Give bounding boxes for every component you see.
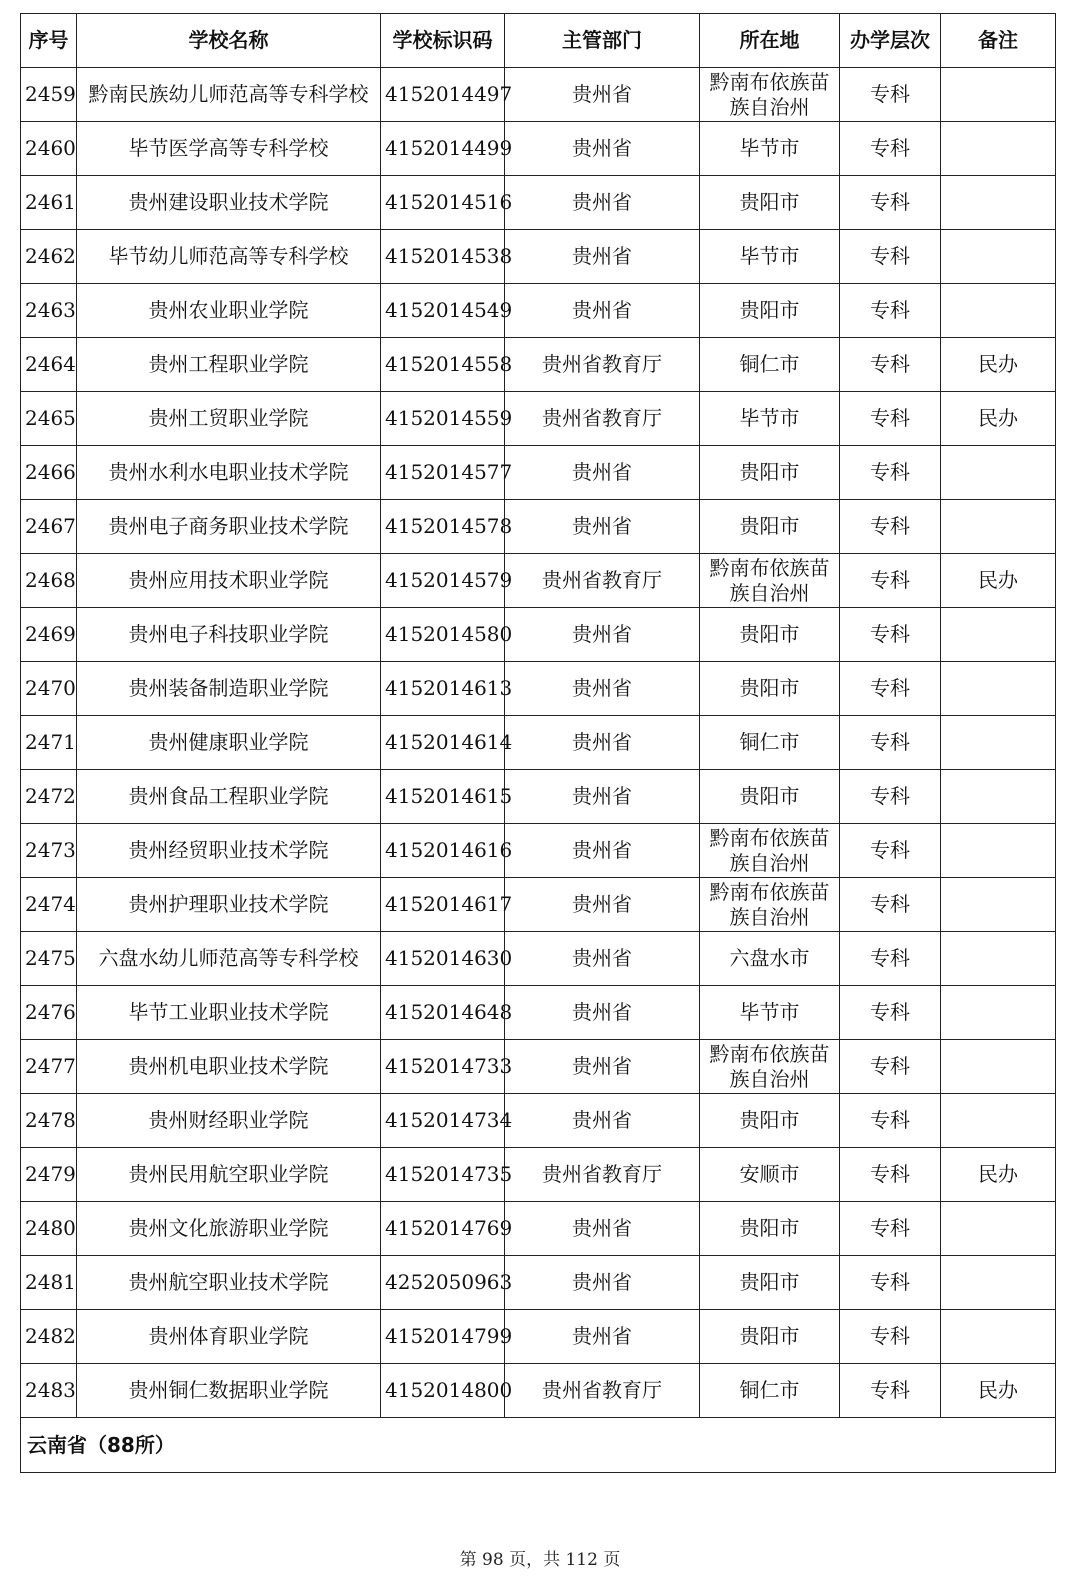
cell-seq: 2482 [21, 1310, 77, 1364]
province-section-row [21, 1418, 1056, 1473]
province-section-label: 云南省（88所） [21, 1418, 1056, 1473]
cell-school-code: 4152014549 [381, 284, 505, 338]
school-list-table [20, 13, 1056, 1473]
header-remark: 备注 [941, 14, 1056, 68]
page-footer: 第 98 页，共 112 页 [459, 1550, 621, 1570]
cell-school-code: 4152014559 [381, 392, 505, 446]
cell-location: 贵阳市 [700, 500, 840, 554]
cell-authority: 贵州省教育厅 [505, 338, 700, 392]
cell-level: 专科 [840, 122, 941, 176]
cell-level: 专科 [840, 446, 941, 500]
cell-school-name: 贵州文化旅游职业学院 [77, 1202, 381, 1256]
header-location: 所在地 [700, 14, 840, 68]
cell-school-name: 贵州工程职业学院 [77, 338, 381, 392]
cell-seq: 2474 [21, 878, 77, 932]
table-row [21, 932, 1056, 986]
cell-authority: 贵州省 [505, 824, 700, 878]
cell-seq: 2466 [21, 446, 77, 500]
table-row [21, 1040, 1056, 1094]
table-row [21, 338, 1056, 392]
cell-location: 贵阳市 [700, 284, 840, 338]
cell-remark [941, 176, 1056, 230]
cell-school-code: 4152014613 [381, 662, 505, 716]
cell-level: 专科 [840, 68, 941, 122]
cell-location: 毕节市 [700, 122, 840, 176]
cell-authority: 贵州省教育厅 [505, 554, 700, 608]
cell-location: 贵阳市 [700, 176, 840, 230]
cell-location: 贵阳市 [700, 1256, 840, 1310]
cell-seq: 2459 [21, 68, 77, 122]
cell-school-name: 贵州电子商务职业技术学院 [77, 500, 381, 554]
table-row [21, 824, 1056, 878]
table-body [21, 68, 1056, 1418]
cell-authority: 贵州省 [505, 122, 700, 176]
cell-seq: 2464 [21, 338, 77, 392]
cell-school-name: 毕节幼儿师范高等专科学校 [77, 230, 381, 284]
cell-location: 铜仁市 [700, 716, 840, 770]
header-seq: 序号 [21, 14, 77, 68]
cell-school-code: 4152014630 [381, 932, 505, 986]
cell-location: 贵阳市 [700, 1202, 840, 1256]
cell-authority: 贵州省 [505, 1310, 700, 1364]
cell-school-name: 贵州经贸职业技术学院 [77, 824, 381, 878]
cell-seq: 2461 [21, 176, 77, 230]
cell-location: 黔南布依族苗族自治州 [700, 554, 840, 608]
cell-authority: 贵州省 [505, 770, 700, 824]
header-level: 办学层次 [840, 14, 941, 68]
cell-authority: 贵州省 [505, 716, 700, 770]
table-row [21, 122, 1056, 176]
table-row [21, 770, 1056, 824]
cell-location: 贵阳市 [700, 1094, 840, 1148]
cell-location: 贵阳市 [700, 1310, 840, 1364]
cell-level: 专科 [840, 554, 941, 608]
cell-school-name: 贵州食品工程职业学院 [77, 770, 381, 824]
cell-level: 专科 [840, 986, 941, 1040]
cell-level: 专科 [840, 824, 941, 878]
cell-remark [941, 122, 1056, 176]
cell-location: 铜仁市 [700, 1364, 840, 1418]
cell-remark: 民办 [941, 1364, 1056, 1418]
table-row [21, 716, 1056, 770]
cell-level: 专科 [840, 500, 941, 554]
cell-level: 专科 [840, 662, 941, 716]
cell-remark [941, 446, 1056, 500]
cell-authority: 贵州省 [505, 230, 700, 284]
cell-level: 专科 [840, 1310, 941, 1364]
cell-school-code: 4152014648 [381, 986, 505, 1040]
cell-level: 专科 [840, 1202, 941, 1256]
cell-school-code: 4152014614 [381, 716, 505, 770]
cell-school-code: 4152014617 [381, 878, 505, 932]
cell-remark [941, 1202, 1056, 1256]
cell-school-name: 贵州农业职业学院 [77, 284, 381, 338]
cell-location: 毕节市 [700, 230, 840, 284]
cell-level: 专科 [840, 1256, 941, 1310]
cell-school-code: 4152014497 [381, 68, 505, 122]
cell-school-code: 4152014580 [381, 608, 505, 662]
cell-seq: 2460 [21, 122, 77, 176]
table-row [21, 1364, 1056, 1418]
cell-level: 专科 [840, 1094, 941, 1148]
cell-authority: 贵州省 [505, 1256, 700, 1310]
table-row [21, 1256, 1056, 1310]
cell-school-code: 4152014800 [381, 1364, 505, 1418]
table-row [21, 1094, 1056, 1148]
cell-seq: 2469 [21, 608, 77, 662]
cell-seq: 2475 [21, 932, 77, 986]
cell-level: 专科 [840, 1148, 941, 1202]
cell-remark [941, 500, 1056, 554]
cell-seq: 2473 [21, 824, 77, 878]
cell-school-code: 4152014734 [381, 1094, 505, 1148]
table-row [21, 500, 1056, 554]
cell-location: 贵阳市 [700, 446, 840, 500]
cell-authority: 贵州省 [505, 176, 700, 230]
cell-authority: 贵州省 [505, 986, 700, 1040]
cell-level: 专科 [840, 716, 941, 770]
cell-school-code: 4152014538 [381, 230, 505, 284]
table-row [21, 392, 1056, 446]
cell-seq: 2465 [21, 392, 77, 446]
table-row [21, 1148, 1056, 1202]
cell-seq: 2481 [21, 1256, 77, 1310]
cell-remark [941, 986, 1056, 1040]
cell-location: 黔南布依族苗族自治州 [700, 68, 840, 122]
cell-seq: 2480 [21, 1202, 77, 1256]
cell-school-code: 4152014733 [381, 1040, 505, 1094]
table-header-row [21, 14, 1056, 68]
cell-remark [941, 1256, 1056, 1310]
cell-school-name: 贵州健康职业学院 [77, 716, 381, 770]
cell-location: 黔南布依族苗族自治州 [700, 878, 840, 932]
cell-remark [941, 770, 1056, 824]
cell-authority: 贵州省 [505, 1202, 700, 1256]
table-row [21, 1310, 1056, 1364]
cell-authority: 贵州省 [505, 1040, 700, 1094]
cell-level: 专科 [840, 230, 941, 284]
cell-school-name: 贵州机电职业技术学院 [77, 1040, 381, 1094]
cell-remark: 民办 [941, 392, 1056, 446]
cell-authority: 贵州省教育厅 [505, 1148, 700, 1202]
cell-school-code: 4152014516 [381, 176, 505, 230]
header-school-name: 学校名称 [77, 14, 381, 68]
table-row [21, 446, 1056, 500]
table-row [21, 230, 1056, 284]
cell-seq: 2471 [21, 716, 77, 770]
cell-school-name: 贵州财经职业学院 [77, 1094, 381, 1148]
cell-seq: 2479 [21, 1148, 77, 1202]
cell-remark [941, 716, 1056, 770]
cell-remark [941, 1040, 1056, 1094]
cell-school-name: 贵州水利水电职业技术学院 [77, 446, 381, 500]
cell-seq: 2478 [21, 1094, 77, 1148]
cell-location: 安顺市 [700, 1148, 840, 1202]
cell-school-name: 贵州护理职业技术学院 [77, 878, 381, 932]
cell-school-name: 贵州民用航空职业学院 [77, 1148, 381, 1202]
cell-remark: 民办 [941, 554, 1056, 608]
table-row [21, 1202, 1056, 1256]
cell-seq: 2467 [21, 500, 77, 554]
cell-school-name: 六盘水幼儿师范高等专科学校 [77, 932, 381, 986]
cell-school-code: 4152014735 [381, 1148, 505, 1202]
cell-school-name: 贵州装备制造职业学院 [77, 662, 381, 716]
cell-authority: 贵州省 [505, 68, 700, 122]
cell-level: 专科 [840, 338, 941, 392]
table-row [21, 662, 1056, 716]
cell-level: 专科 [840, 392, 941, 446]
cell-remark [941, 1310, 1056, 1364]
cell-location: 贵阳市 [700, 770, 840, 824]
cell-school-code: 4152014615 [381, 770, 505, 824]
cell-remark [941, 608, 1056, 662]
cell-remark [941, 1094, 1056, 1148]
cell-authority: 贵州省 [505, 446, 700, 500]
table-row [21, 608, 1056, 662]
cell-authority: 贵州省 [505, 284, 700, 338]
cell-remark [941, 662, 1056, 716]
cell-school-name: 毕节医学高等专科学校 [77, 122, 381, 176]
table-row [21, 554, 1056, 608]
cell-school-name: 贵州应用技术职业学院 [77, 554, 381, 608]
cell-school-name: 黔南民族幼儿师范高等专科学校 [77, 68, 381, 122]
cell-level: 专科 [840, 932, 941, 986]
cell-authority: 贵州省 [505, 932, 700, 986]
cell-level: 专科 [840, 1364, 941, 1418]
cell-seq: 2463 [21, 284, 77, 338]
table-row [21, 986, 1056, 1040]
cell-level: 专科 [840, 770, 941, 824]
cell-school-name: 贵州体育职业学院 [77, 1310, 381, 1364]
cell-school-code: 4152014616 [381, 824, 505, 878]
cell-school-name: 贵州工贸职业学院 [77, 392, 381, 446]
cell-school-code: 4152014558 [381, 338, 505, 392]
cell-remark [941, 824, 1056, 878]
cell-remark [941, 284, 1056, 338]
cell-school-name: 贵州铜仁数据职业学院 [77, 1364, 381, 1418]
cell-seq: 2483 [21, 1364, 77, 1418]
cell-location: 毕节市 [700, 986, 840, 1040]
cell-location: 毕节市 [700, 392, 840, 446]
cell-location: 贵阳市 [700, 662, 840, 716]
cell-school-name: 贵州电子科技职业学院 [77, 608, 381, 662]
header-school-code: 学校标识码 [381, 14, 505, 68]
cell-authority: 贵州省教育厅 [505, 1364, 700, 1418]
cell-school-code: 4252050963 [381, 1256, 505, 1310]
cell-authority: 贵州省教育厅 [505, 392, 700, 446]
cell-location: 铜仁市 [700, 338, 840, 392]
cell-seq: 2462 [21, 230, 77, 284]
cell-seq: 2477 [21, 1040, 77, 1094]
cell-location: 六盘水市 [700, 932, 840, 986]
cell-school-code: 4152014499 [381, 122, 505, 176]
cell-remark [941, 68, 1056, 122]
cell-school-code: 4152014799 [381, 1310, 505, 1364]
cell-location: 黔南布依族苗族自治州 [700, 824, 840, 878]
table-row [21, 176, 1056, 230]
table-row [21, 68, 1056, 122]
cell-authority: 贵州省 [505, 878, 700, 932]
cell-school-code: 4152014578 [381, 500, 505, 554]
table-row [21, 284, 1056, 338]
cell-remark [941, 932, 1056, 986]
cell-remark [941, 230, 1056, 284]
cell-level: 专科 [840, 1040, 941, 1094]
cell-school-code: 4152014769 [381, 1202, 505, 1256]
cell-level: 专科 [840, 878, 941, 932]
cell-school-name: 贵州航空职业技术学院 [77, 1256, 381, 1310]
cell-school-code: 4152014579 [381, 554, 505, 608]
cell-school-name: 贵州建设职业技术学院 [77, 176, 381, 230]
cell-level: 专科 [840, 176, 941, 230]
cell-remark: 民办 [941, 338, 1056, 392]
cell-authority: 贵州省 [505, 608, 700, 662]
cell-remark: 民办 [941, 1148, 1056, 1202]
cell-school-code: 4152014577 [381, 446, 505, 500]
cell-level: 专科 [840, 608, 941, 662]
cell-authority: 贵州省 [505, 662, 700, 716]
cell-level: 专科 [840, 284, 941, 338]
cell-seq: 2470 [21, 662, 77, 716]
cell-authority: 贵州省 [505, 1094, 700, 1148]
cell-authority: 贵州省 [505, 500, 700, 554]
cell-location: 黔南布依族苗族自治州 [700, 1040, 840, 1094]
cell-remark [941, 878, 1056, 932]
cell-seq: 2472 [21, 770, 77, 824]
table-row [21, 878, 1056, 932]
cell-seq: 2476 [21, 986, 77, 1040]
cell-location: 贵阳市 [700, 608, 840, 662]
cell-school-name: 毕节工业职业技术学院 [77, 986, 381, 1040]
cell-seq: 2468 [21, 554, 77, 608]
header-authority: 主管部门 [505, 14, 700, 68]
